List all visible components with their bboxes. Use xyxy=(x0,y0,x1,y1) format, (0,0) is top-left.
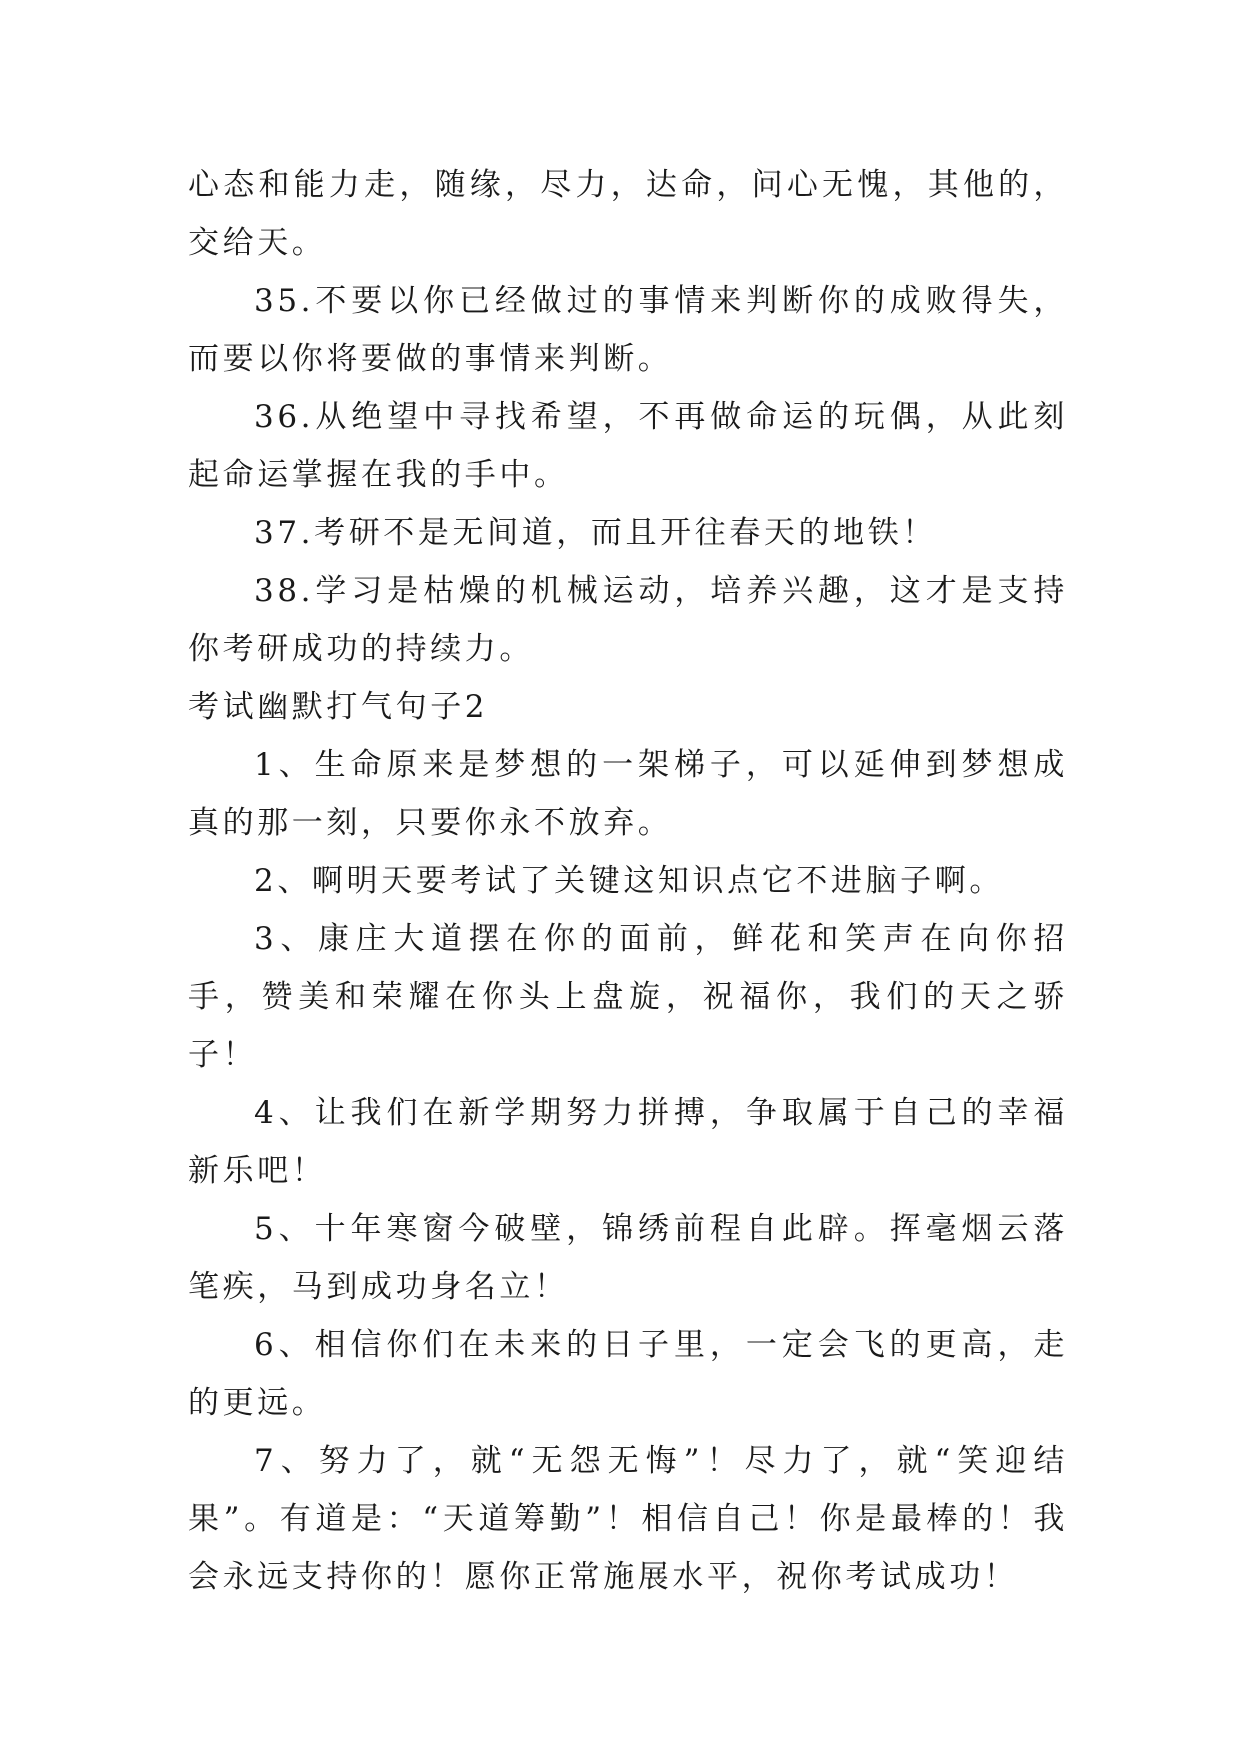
paragraph-item-4: 4、让我们在新学期努力拼搏，争取属于自己的幸福新乐吧！ xyxy=(188,1095,1068,1189)
paragraph-item-35: 35.不要以你已经做过的事情来判断你的成败得失，而要以你将要做的事情来判断。 xyxy=(188,283,1068,377)
paragraph-item-37: 37.考研不是无间道，而且开往春天的地铁！ xyxy=(254,515,937,551)
paragraph-item-36: 36.从绝望中寻找希望，不再做命运的玩偶，从此刻起命运掌握在我的手中。 xyxy=(188,399,1068,493)
paragraph-item-7: 7、努力了，就“无怨无悔”！尽力了，就“笑迎结果”。有道是：“天道筹勤”！相信自己！你是最棒的！我会永远支持你的！愿你正常施展水平，祝你考试成功！ xyxy=(188,1443,1068,1595)
section-heading: 考试幽默打气句子2 xyxy=(188,689,489,725)
paragraph-item-2: 2、啊明天要考试了关键这知识点它不进脑子啊。 xyxy=(254,863,1004,899)
paragraph-item-38: 38.学习是枯燥的机械运动，培养兴趣，这才是支持你考研成功的持续力。 xyxy=(188,573,1068,667)
paragraph-item-3: 3、康庄大道摆在你的面前，鲜花和笑声在向你招手，赞美和荣耀在你头上盘旋，祝福你，我们的天之骄子！ xyxy=(188,921,1068,1073)
paragraph-continuation: 心态和能力走，随缘，尽力，达命，问心无愧，其他的，交给天。 xyxy=(188,167,1068,261)
document-body xyxy=(188,156,1068,1606)
paragraph-item-1: 1、生命原来是梦想的一架梯子，可以延伸到梦想成真的那一刻，只要你永不放弃。 xyxy=(188,747,1068,841)
paragraph-item-5: 5、十年寒窗今破壁，锦绣前程自此辟。挥毫烟云落笔疾，马到成功身名立！ xyxy=(188,1211,1068,1305)
paragraph-item-6: 6、相信你们在未来的日子里，一定会飞的更高，走的更远。 xyxy=(188,1327,1068,1421)
